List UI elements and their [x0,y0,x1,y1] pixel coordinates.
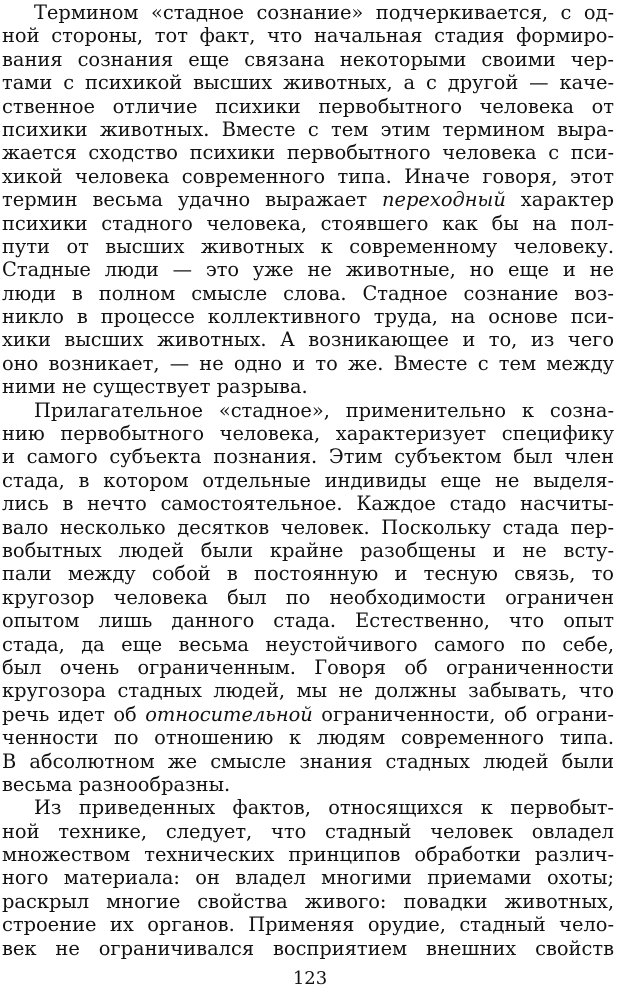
italic-term: относительной [145,702,313,726]
text-line [2,24,614,47]
text-run: стада, да еще весьма неустойчивого самого по себе, [2,632,614,656]
text-run: термин весьма удачно выражает [2,188,383,212]
text-run: век не ограничивался восприятием внешних свойств [2,936,614,960]
text-line [2,1,614,24]
text-line [2,516,614,539]
text-line [2,328,614,351]
text-run: характер [505,188,614,212]
text-line [2,305,614,328]
text-run: ной стороны, тот факт, что начальная стадия формиро- [2,24,614,48]
text-line [2,609,614,632]
text-run: нию первобытного человека, характеризует специфику [2,422,614,446]
text-line [2,118,614,141]
text-line [2,656,614,679]
page-number: 123 [292,968,328,989]
text-run: психики животных. Вместе с тем этим термином выра- [2,117,614,141]
text-line [2,71,614,94]
text-run: весьма разнообразны. [2,772,231,796]
text-run: кругозор человека был по необходимости ограничен [2,585,614,609]
text-line [2,352,614,375]
text-run: психики стадного человека, стоявшего как бы на пол- [2,211,614,235]
text-run: Прилагательное «стадное», применительно к созна- [34,398,614,422]
text-run: ного материала: он владел многими приемами охоты; [2,866,614,890]
text-run: вания сознания еще связана некоторыми своими чер- [2,47,614,71]
text-line [2,422,614,445]
text-line [2,258,614,281]
text-line [2,586,614,609]
text-run: Из приведенных фактов, относящихся к первобыт- [34,796,614,820]
text-run: пали между собой в постоянную и тесную связь, то [2,562,614,586]
text-run: опытом лишь данного стада. Естественно, что опыт [2,609,614,633]
text-line [2,633,614,656]
text-run: В абсолютном же смысле знания стадных людей были [2,749,614,773]
text-line [2,445,614,468]
text-run: хики высших животных. А возникающее и то, из чего [2,328,614,352]
text-run: строение их органов. Применяя орудие, стадный чело- [2,913,614,937]
text-run: ними не существует разрыва. [2,375,308,399]
text-run: стада, в котором отдельные индивиды еще не выделя- [2,468,614,492]
text-line [2,399,614,422]
text-line [2,375,614,398]
text-run: кругозора стадных людей, мы не должны забывать, что [2,679,614,703]
text-line [2,937,614,960]
text-run: жается сходство психики первобытного человека с пси- [2,141,614,165]
text-line [2,95,614,118]
text-line [2,492,614,515]
text-line [2,703,614,726]
text-line [2,866,614,889]
text-line [2,141,614,164]
text-line [2,913,614,936]
text-line [2,562,614,585]
text-run: люди в полном смысле слова. Стадное сознание воз- [2,281,614,305]
text-run: ограниченности, об ограни- [312,702,614,726]
italic-term: переходный [382,188,506,212]
text-line [2,48,614,71]
text-line [2,282,614,305]
text-line [2,796,614,819]
text-run: был очень ограниченным. Говоря об ограниченности [2,655,614,679]
text-run: оно возникает, — не одно и то же. Вместе с тем между [2,351,614,375]
text-run: речь идет об [2,702,146,726]
text-run: раскрыл многие свойства живого: повадки животных, [2,889,614,913]
text-run: хикой человека современного типа. Иначе говоря, этот [2,164,614,188]
text-run: вобытных людей были крайне разобщены и не всту- [2,538,614,562]
text-run: лись в нечто самостоятельное. Каждое стадо насчиты- [2,492,614,516]
text-line [2,843,614,866]
text-run: никло в процессе коллективного труда, на основе пси- [2,305,614,329]
text-run: ственное отличие психики первобытного человека от [2,94,614,118]
text-line [2,773,614,796]
text-line [2,165,614,188]
paragraph [2,1,614,399]
text-run: и самого субъекта познания. Этим субъектом был член [2,445,614,469]
text-run: Стадные люди — это уже не животные, но еще и не [2,258,614,282]
text-run: ченности по отношению к людям современного типа. [2,726,614,750]
text-run: пути от высших животных к современному человеку. [2,234,614,258]
paragraph [2,399,614,797]
text-run: множеством технических принципов обработки различ- [2,843,614,867]
text-line [2,188,614,211]
text-line [2,469,614,492]
body-text [2,1,614,960]
text-run: тами с психикой высших животных, а с другой — каче- [2,71,614,95]
text-line [2,212,614,235]
text-line [2,820,614,843]
text-line [2,679,614,702]
text-line [2,726,614,749]
text-run: вало несколько десятков человек. Поскольку стада пер- [2,515,614,539]
paragraph [2,796,614,960]
text-run: Термином «стадное сознание» подчеркивается, с од- [34,1,614,24]
text-line [2,539,614,562]
text-line [2,235,614,258]
text-line [2,750,614,773]
text-line [2,890,614,913]
text-run: ной технике, следует, что стадный человек овладел [2,819,614,843]
